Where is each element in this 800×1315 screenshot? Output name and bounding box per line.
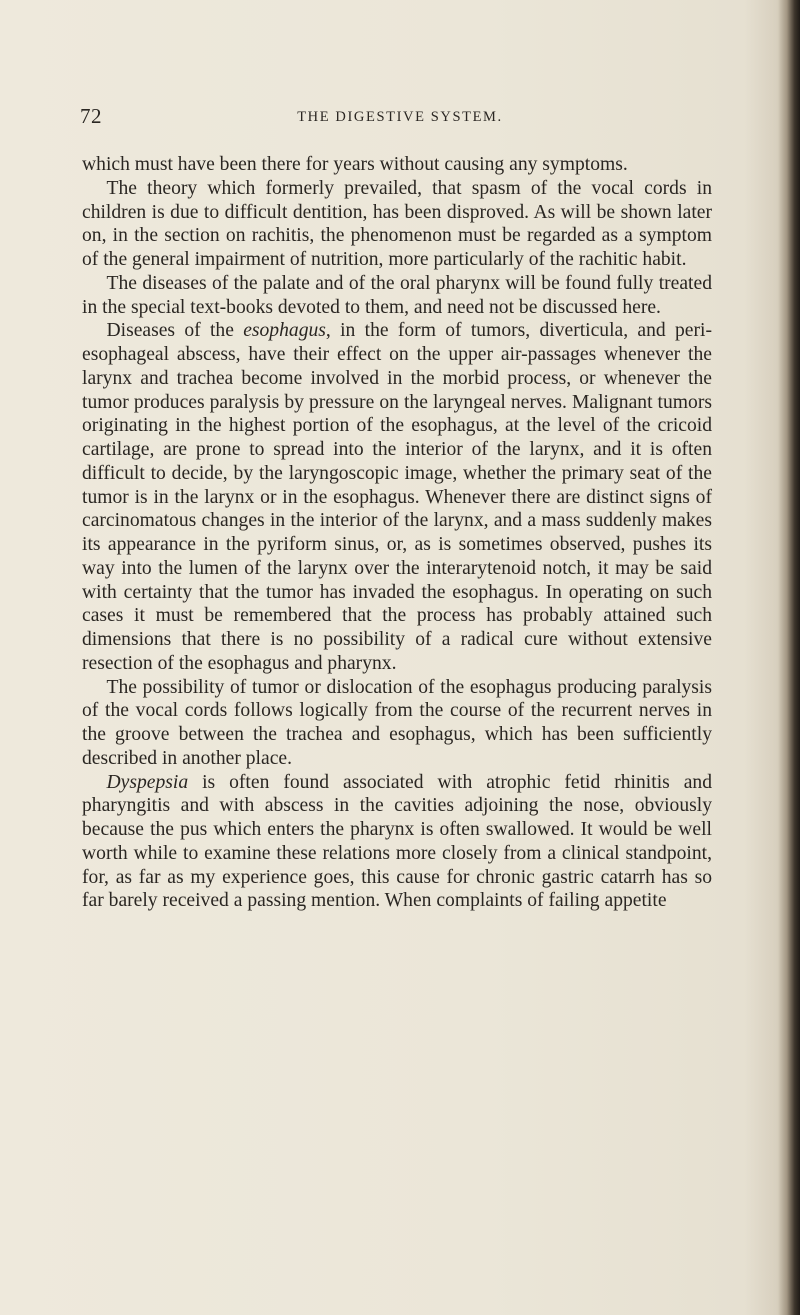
paragraph-paralysis-possibility: The possibility of tumor or dislocation of the esophagus producing paralysis of the vocal cords follows logically from the course of the recurrent nerves in the groove between the trachea and esophagus, which has been sufficiently described in another place. [82,676,712,769]
body-text [82,153,712,913]
paragraph-body-text: is often found associated with atrophic fetid rhinitis and pharyngitis and with abscess in the cavities adjoining the nose, obviously because the pus which enters the pharynx is often swallowed. It would be well worth while to examine these relations more closely from a clinical standpoint, for, as far as my experience goes, this cause for chronic gastric catarrh has so far barely received a passing mention. When complaints of failing appetite [82,771,712,912]
paragraph-continued: which must have been there for years without causing any symptoms. [82,154,628,175]
italic-term-dyspepsia: Dyspepsia [106,771,189,793]
page-edge-shadow [778,0,800,1315]
paragraph-spasm-theory: The theory which formerly prevailed, that spasm of the vocal cords in children is due to difficult dentition, has been disproved. As will be shown later on, in the section on rachitis, the phenomenon must be regarded as a symptom of the general impairment of nutrition, more particularly of the rachitic habit. [82,177,712,270]
paragraph-lead-text: Diseases of the [106,320,244,342]
italic-term-esophagus: esophagus [243,320,326,342]
paragraph-palate-diseases: The diseases of the palate and of the oral pharynx will be found fully treated in the special text-books devoted to them, and need not be discussed here. [82,272,712,318]
paragraph-body-text: , in the form of tumors, diverticula, and peri-esophageal abscess, have their effect on the upper air-passages whenever the larynx and trachea become involved in the morbid process, or whenever the tumor produces paralysis by pressure on the laryngeal nerves. Malignant tumors originating in the highest portion of the esophagus, at the level of the cricoid cartilage, are prone to spread into the interior of the larynx, and it is often difficult to decide, by the laryngoscopic image, whether the primary seat of the tumor is in the larynx or in the esophagus. Whenever there are distinct signs of carcinomatous changes in the interior of the larynx, and a mass suddenly makes its appearance in the pyriform sinus, or, as is sometimes observed, pushes its way into the lumen of the larynx over the interarytenoid notch, it may be said with certainty that the tumor has invaded the esophagus. In operating on such cases it must be remembered that the process has probably attained such dimensions that there is no possibility of a radical cure without extensive resection of the esophagus and pharynx. [82,320,712,674]
running-title: THE DIGESTIVE SYSTEM. [297,109,503,125]
paragraph-dyspepsia [82,771,712,914]
paragraph-esophagus-diseases [82,319,712,675]
page-number: 72 [80,104,102,128]
page-header [80,104,720,134]
